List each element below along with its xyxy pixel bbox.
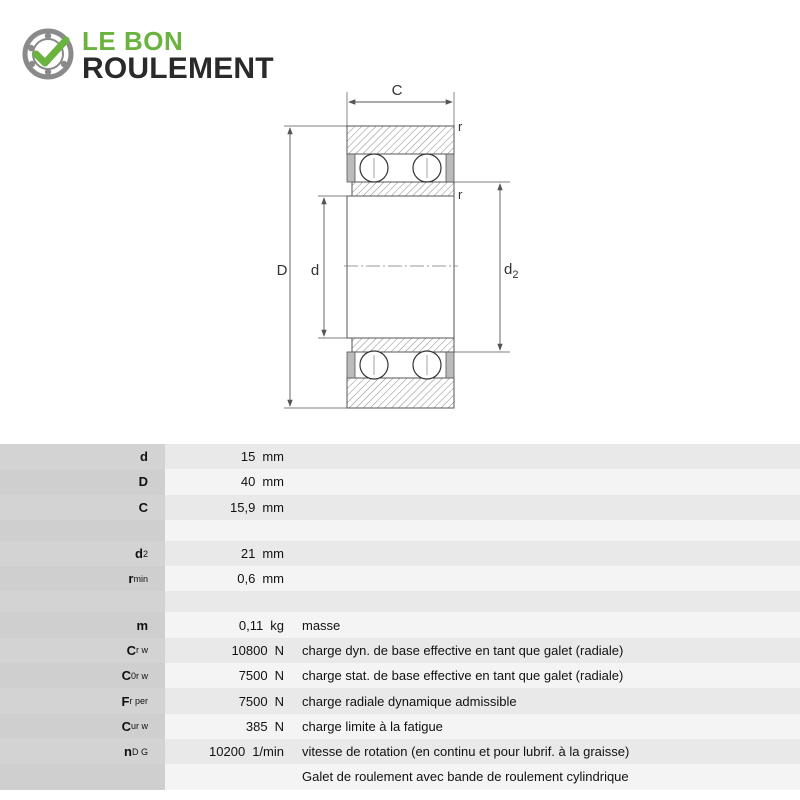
param-description: masse: [302, 617, 341, 633]
table-row: [0, 688, 800, 713]
table-row: [0, 541, 800, 566]
param-description: [290, 566, 800, 591]
param-name: C: [0, 495, 165, 520]
dim-label-bore-d: d: [310, 262, 320, 279]
dim-label-c: C: [391, 82, 403, 99]
param-description: [290, 444, 800, 469]
param-description: Galet de roulement avec bande de roulement cylindrique: [302, 769, 629, 785]
table-row: [0, 495, 800, 520]
param-value: 10200 1/min: [209, 744, 284, 760]
bearing-check-logo-icon: [22, 28, 74, 80]
param-name: C r w: [0, 638, 165, 663]
logo-text-roulement: ROULEMENT: [82, 52, 274, 85]
radius-label-top: r: [458, 119, 463, 134]
table-spacer: [0, 591, 800, 612]
table-row: [0, 469, 800, 494]
param-name: n D G: [0, 739, 165, 764]
dim-label-d2: $d_2$: [504, 261, 519, 281]
param-description: charge limite à la fatigue: [302, 718, 443, 734]
param-description: [290, 541, 800, 566]
param-value: [165, 764, 290, 789]
param-value: 40 mm: [240, 474, 284, 490]
param-description: charge stat. de base effective en tant que galet (radiale): [302, 668, 624, 684]
radius-label-inner: r: [458, 187, 463, 202]
param-name: d: [0, 444, 165, 469]
param-value: 0,6 mm: [237, 571, 284, 587]
table-spacer: [0, 520, 800, 541]
param-name: d 2: [0, 541, 165, 566]
table-row: [0, 566, 800, 591]
param-value: 10800 N: [231, 642, 284, 658]
dim-label-outer-d: D: [276, 262, 288, 279]
param-value: 15,9 mm: [230, 499, 284, 515]
param-value: 385 N: [245, 718, 284, 734]
logo-text-le-bon: LE BON: [82, 26, 184, 56]
table-row: [0, 764, 800, 789]
param-name: r min: [0, 566, 165, 591]
param-name: C 0r w: [0, 663, 165, 688]
param-name: C ur w: [0, 714, 165, 739]
param-value: 7500 N: [238, 668, 284, 684]
specification-table: [0, 444, 800, 790]
table-row: [0, 638, 800, 663]
param-description: charge dyn. de base effective en tant que galet (radiale): [302, 642, 624, 658]
param-name: D: [0, 469, 165, 494]
param-value: 0,11 kg: [238, 617, 284, 633]
param-name: F r per: [0, 688, 165, 713]
table-row: [0, 739, 800, 764]
table-row: [0, 663, 800, 688]
table-row: [0, 612, 800, 637]
param-name: m: [0, 612, 165, 637]
param-value: 21 mm: [240, 546, 284, 562]
param-name: [0, 764, 165, 789]
table-row: [0, 444, 800, 469]
param-description: vitesse de rotation (en continu et pour lubrif. à la graisse): [302, 744, 630, 760]
param-value: 7500 N: [238, 693, 284, 709]
param-description: charge radiale dynamique admissible: [302, 693, 517, 709]
param-value: 15 mm: [240, 449, 284, 465]
param-description: [290, 469, 800, 494]
bearing-cross-section-drawing: [270, 78, 540, 420]
table-row: [0, 714, 800, 739]
param-description: [290, 495, 800, 520]
